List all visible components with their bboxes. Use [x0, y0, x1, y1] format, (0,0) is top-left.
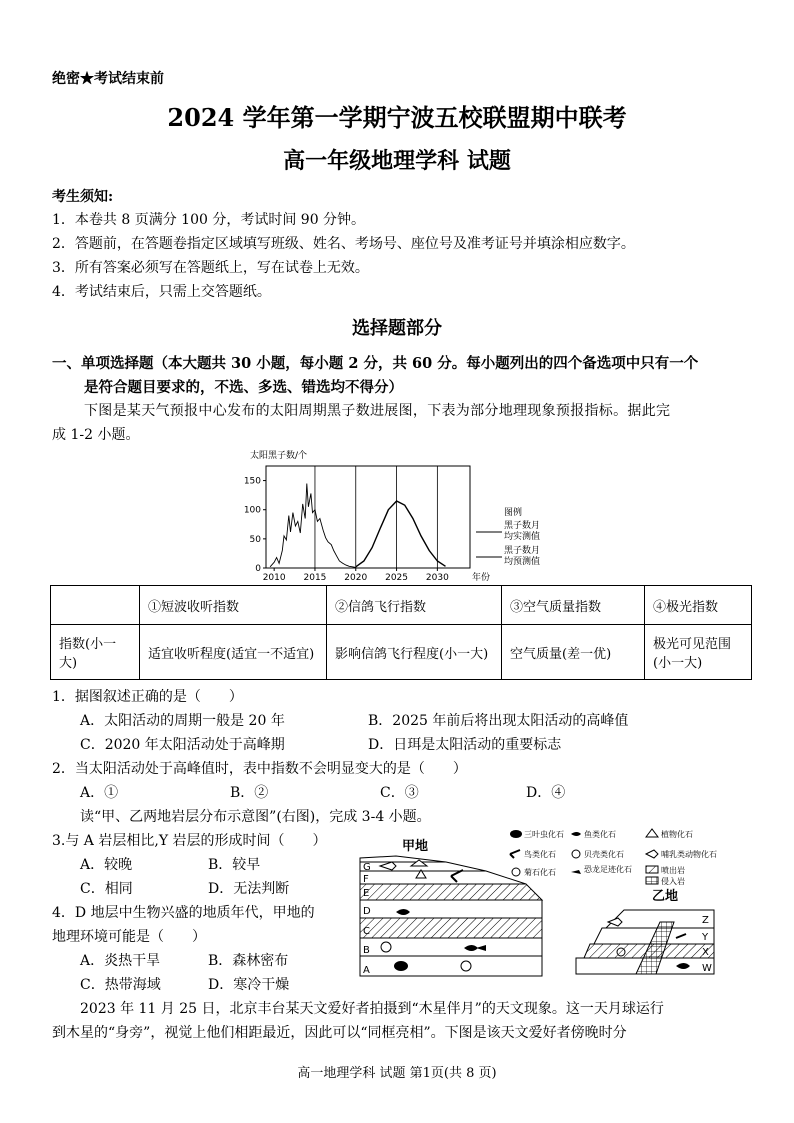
q2-option-b[interactable]: B．②: [230, 785, 269, 801]
table-cell: 影响信鸽飞行程度(小一大): [327, 625, 502, 680]
q2-option-d[interactable]: D．④: [526, 785, 566, 801]
legend-actual-2: 均实测值: [504, 532, 541, 542]
q4-stem: 4．D 地层中生物兴盛的地质年代，甲地的: [52, 905, 315, 921]
svg-text:D: D: [363, 906, 371, 917]
svg-text:G: G: [363, 862, 371, 873]
sunspot-chart: [240, 446, 560, 584]
table-header-row: [51, 586, 752, 625]
right-site-label: 乙地: [652, 889, 679, 904]
q1-stem: 1．据图叙述正确的是（ ）: [52, 689, 243, 705]
x-tick-label: 2010: [262, 573, 286, 583]
svg-text:恐龙足迹化石: 恐龙足迹化石: [584, 865, 632, 874]
x-tick-label: 2030: [425, 573, 449, 583]
series-actual-line: [270, 484, 356, 568]
fossil-legend: [510, 829, 717, 886]
svg-text:B: B: [363, 945, 370, 956]
notice-heading: 考生须知:: [52, 189, 114, 205]
svg-text:C: C: [363, 926, 370, 937]
passage-line-1: 2023 年 11 月 25 日，北京丰台某天文爱好者拍摄到“木星伴月”的天文现象。这一天月球运行: [80, 1001, 664, 1017]
svg-text:贝壳类化石: 贝壳类化石: [584, 850, 624, 859]
q4-option-a[interactable]: A．炎热干旱: [80, 953, 161, 969]
table-cell: 适宜收听程度(适宜一不适宜): [140, 625, 327, 680]
q1-option-a[interactable]: A．太阳活动的周期一般是 20 年: [80, 713, 285, 729]
table-header-cell: ②信鸽飞行指数: [327, 586, 502, 625]
q4-option-c[interactable]: C．热带海域: [80, 977, 161, 993]
legend-actual-1: 黑子数月: [504, 521, 541, 531]
rock-layer-diagram: [356, 826, 746, 978]
x-tick-label: 2025: [385, 573, 409, 583]
right-strata: [576, 910, 714, 974]
svg-text:植物化石: 植物化石: [661, 830, 693, 839]
svg-text:Y: Y: [702, 932, 709, 943]
q3-stem: 3.与 A 岩层相比,Y 岩层的形成时间（ ）: [52, 833, 327, 849]
q2-option-c[interactable]: C．③: [380, 785, 419, 801]
chart-plot-frame: [266, 466, 470, 568]
q4-stem-cont: 地理环境可能是（ ）: [52, 929, 206, 945]
intro-1-2: 下图是某天气预报中心发布的太阳周期黑子数进展图，下表为部分地理现象预报指标。据此完: [84, 403, 671, 419]
x-tick-label: 2020: [344, 573, 368, 583]
q3-option-c[interactable]: C．相同: [80, 881, 133, 897]
svg-text:E: E: [363, 888, 370, 899]
legend-forecast-2: 均预测值: [504, 557, 541, 567]
q1-option-c[interactable]: C．2020 年太阳活动处于高峰期: [80, 737, 285, 753]
y-tick-label: 150: [243, 476, 261, 487]
table-header-cell: ①短波收听指数: [140, 586, 327, 625]
legend-title: 图例: [504, 508, 523, 518]
svg-text:鸟类化石: 鸟类化石: [524, 850, 556, 859]
table-cell: 空气质量(差一优): [502, 625, 645, 680]
table-header-cell: ③空气质量指数: [502, 586, 645, 625]
svg-text:喷出岩: 喷出岩: [661, 866, 685, 875]
exam-title: 2024 学年第一学期宁波五校联盟期中联考: [167, 103, 627, 132]
q4-option-b[interactable]: B．森林密布: [208, 953, 289, 969]
passage-line-2: 到木星的“身旁”，视觉上他们相距最近，因此可以“同框亮相”。下图是该天文爱好者傍晚时分: [52, 1025, 627, 1041]
q2-stem: 2．当太阳活动处于高峰值时，表中指数不会明显变大的是（ ）: [52, 761, 467, 777]
y-tick-label: 50: [249, 534, 261, 545]
q3-option-b[interactable]: B．较早: [208, 857, 261, 873]
legend-forecast-1: 黑子数月: [504, 546, 541, 556]
svg-text:F: F: [363, 874, 369, 885]
q2-option-a[interactable]: A．①: [80, 785, 119, 801]
intro-1-2-cont: 成 1-2 小题。: [52, 427, 140, 443]
notice-item-4: 4．考试结束后，只需上交答题纸。: [52, 284, 271, 300]
section-title: 选择题部分: [352, 318, 442, 339]
trilobite-fossil-icon: [394, 961, 408, 971]
left-site-label: 甲地: [402, 839, 429, 854]
table-row: [51, 625, 752, 680]
table-cell: 极光可见范围(小一大): [645, 625, 752, 680]
svg-text:A: A: [363, 965, 370, 976]
q1-option-d[interactable]: D．日珥是太阳活动的重要标志: [368, 737, 562, 753]
q3-option-a[interactable]: A．较晚: [80, 857, 133, 873]
svg-text:X: X: [702, 947, 709, 958]
svg-text:Z: Z: [702, 915, 709, 926]
svg-text:哺乳类动物化石: 哺乳类动物化石: [661, 850, 717, 859]
notice-item-1: 1．本卷共 8 页满分 100 分，考试时间 90 分钟。: [52, 212, 366, 228]
x-tick-label: 2015: [303, 573, 327, 583]
intro-3-4: 读“甲、乙两地岩层分布示意图”(右图)，完成 3-4 小题。: [80, 809, 431, 825]
svg-text:三叶虫化石: 三叶虫化石: [524, 830, 564, 839]
table-header-cell: [51, 586, 140, 625]
svg-text:W: W: [702, 963, 712, 974]
left-strata: [360, 856, 542, 976]
y-tick-label: 100: [243, 505, 261, 516]
notice-item-2: 2．答题前，在答题卷指定区域填写班级、姓名、考场号、座位号及准考证号并填涂相应数字。: [52, 236, 635, 252]
q1-option-b[interactable]: B．2025 年前后将出现太阳活动的高峰值: [368, 713, 629, 729]
series-forecast-line: [356, 501, 446, 567]
chart-xlabel: 年份: [472, 573, 491, 583]
chart-ylabel: 太阳黑子数/个: [250, 451, 308, 461]
table-header-cell: ④极光指数: [645, 586, 752, 625]
q4-option-d[interactable]: D．寒冷干燥: [208, 977, 290, 993]
exam-subtitle: 高一年级地理学科 试题: [283, 148, 511, 174]
notice-item-3: 3．所有答案必须写在答题纸上，写在试卷上无效。: [52, 260, 369, 276]
svg-text:侵入岩: 侵入岩: [661, 877, 685, 886]
svg-text:菊石化石: 菊石化石: [524, 868, 556, 877]
svg-text:鱼类化石: 鱼类化石: [584, 830, 616, 839]
part1-heading-cont: 是符合题目要求的，不选、多选、错选均不得分）: [84, 379, 403, 396]
index-table: [50, 585, 752, 680]
table-cell: 指数(小一大): [51, 625, 140, 680]
page-footer: 高一地理学科 试题 第1页(共 8 页): [297, 1066, 497, 1081]
y-tick-label: 0: [255, 564, 261, 574]
q3-option-d[interactable]: D．无法判断: [208, 881, 290, 897]
confidential-mark: 绝密★考试结束前: [52, 71, 164, 87]
part1-heading: 一、单项选择题（本大题共 30 小题，每小题 2 分，共 60 分。每小题列出的四个备选项中只有一个: [52, 355, 699, 372]
